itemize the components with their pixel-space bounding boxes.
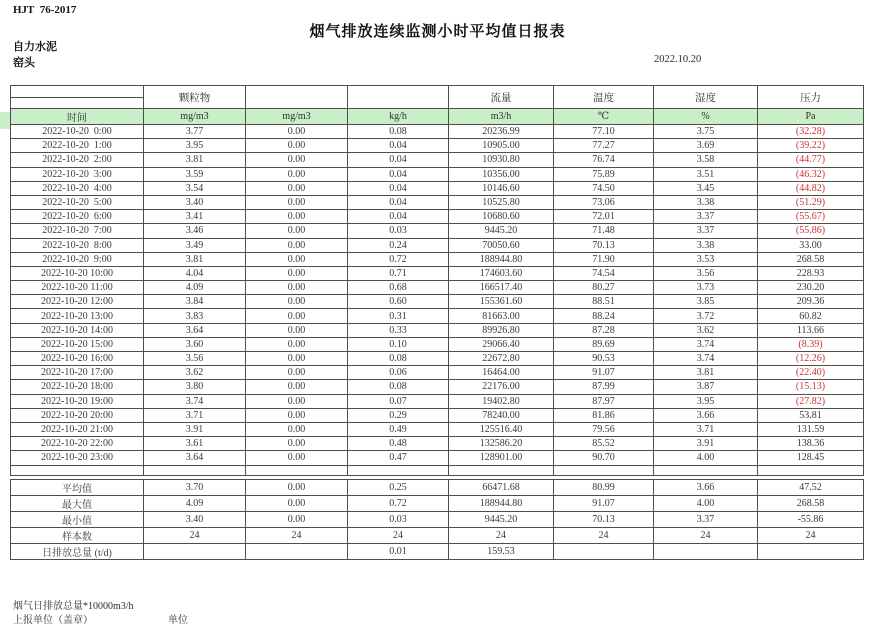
value-cell: 0.72	[348, 495, 449, 511]
value-cell	[144, 543, 246, 559]
value-cell: 0.00	[246, 252, 348, 266]
hour-data-row	[11, 181, 864, 195]
value-cell: (8.39)	[758, 337, 864, 351]
value-cell: 3.66	[654, 408, 758, 422]
value-cell: 78240.00	[449, 408, 554, 422]
value-cell: (55.67)	[758, 210, 864, 224]
value-cell	[554, 543, 654, 559]
value-cell: 3.64	[144, 323, 246, 337]
value-cell: 132586.20	[449, 437, 554, 451]
value-cell: 4.09	[144, 281, 246, 295]
empty-row	[11, 465, 864, 475]
row-label-cell: 日排放总量 (t/d)	[11, 543, 144, 559]
value-cell: 128.45	[758, 451, 864, 465]
unit-header-cell: mg/m3	[246, 109, 348, 125]
unit-header-cell: ℃	[554, 109, 654, 125]
value-cell: 166517.40	[449, 281, 554, 295]
value-cell: (51.29)	[758, 195, 864, 209]
value-cell: 10905.00	[449, 139, 554, 153]
value-cell	[758, 543, 864, 559]
value-cell: 188944.80	[449, 252, 554, 266]
value-cell: 0.00	[246, 495, 348, 511]
value-cell: 3.56	[654, 266, 758, 280]
value-cell: 3.71	[654, 422, 758, 436]
value-cell: 81663.00	[449, 309, 554, 323]
row-label-cell: 2022-10-20 16:00	[11, 352, 144, 366]
value-cell: 0.04	[348, 195, 449, 209]
value-cell: 0.08	[348, 125, 449, 139]
value-cell: 0.08	[348, 352, 449, 366]
hour-data-row	[11, 380, 864, 394]
value-cell: 3.74	[654, 337, 758, 351]
value-cell: 3.62	[654, 323, 758, 337]
row-label-cell: 2022-10-20 18:00	[11, 380, 144, 394]
value-cell: 3.49	[144, 238, 246, 252]
value-cell: (44.77)	[758, 153, 864, 167]
value-cell: 3.40	[144, 511, 246, 527]
row-label-cell: 2022-10-20 5:00	[11, 195, 144, 209]
value-cell: 3.70	[144, 479, 246, 495]
value-cell: 72.01	[554, 210, 654, 224]
row-label-cell: 平均值	[11, 479, 144, 495]
value-cell: 3.69	[654, 139, 758, 153]
value-cell: 0.10	[348, 337, 449, 351]
row-label-cell: 2022-10-20 6:00	[11, 210, 144, 224]
standard-code: HJT 76-2017	[13, 4, 77, 16]
value-cell: 131.59	[758, 422, 864, 436]
row-label-cell: 2022-10-20 7:00	[11, 224, 144, 238]
summary-row	[11, 511, 864, 527]
summary-row	[11, 527, 864, 543]
value-cell: 10146.60	[449, 181, 554, 195]
value-cell: 0.00	[246, 394, 348, 408]
value-cell: 3.37	[654, 511, 758, 527]
time-header-top-cell	[11, 86, 144, 98]
row-label-cell: 最大值	[11, 495, 144, 511]
value-cell: 3.74	[654, 352, 758, 366]
value-cell: 3.71	[144, 408, 246, 422]
company-name: 自力水泥	[13, 41, 57, 53]
value-cell: 0.00	[246, 153, 348, 167]
row-label-cell: 2022-10-20 0:00	[11, 125, 144, 139]
value-cell: 0.72	[348, 252, 449, 266]
value-cell	[554, 465, 654, 475]
value-cell: (46.32)	[758, 167, 864, 181]
value-cell: 0.00	[246, 451, 348, 465]
value-cell: 22176.00	[449, 380, 554, 394]
value-cell: 3.85	[654, 295, 758, 309]
value-cell: 0.06	[348, 366, 449, 380]
value-cell: 74.54	[554, 266, 654, 280]
value-cell: (32.28)	[758, 125, 864, 139]
value-cell: (12.26)	[758, 352, 864, 366]
unit-header-row	[11, 109, 864, 125]
value-cell: 0.00	[246, 408, 348, 422]
particulate-group-header: 颗粒物	[144, 86, 246, 109]
value-cell: 4.00	[654, 451, 758, 465]
reporting-unit-label: 上报单位（盖章）	[13, 615, 93, 626]
row-label-cell: 2022-10-20 14:00	[11, 323, 144, 337]
blank-group-header	[348, 86, 449, 109]
hour-data-row	[11, 309, 864, 323]
value-cell: 90.70	[554, 451, 654, 465]
value-cell: 0.00	[246, 380, 348, 394]
value-cell: 24	[144, 527, 246, 543]
report-date: 2022.10.20	[654, 54, 702, 65]
value-cell	[144, 465, 246, 475]
value-cell: 0.00	[246, 210, 348, 224]
value-cell: 125516.40	[449, 422, 554, 436]
value-cell: 3.54	[144, 181, 246, 195]
value-cell: 76.74	[554, 153, 654, 167]
value-cell: 4.00	[654, 495, 758, 511]
hour-data-row	[11, 224, 864, 238]
row-label-cell: 2022-10-20 2:00	[11, 153, 144, 167]
row-label-cell: 2022-10-20 10:00	[11, 266, 144, 280]
value-cell	[246, 543, 348, 559]
value-cell: 16464.00	[449, 366, 554, 380]
humidity-group-header: 湿度	[654, 86, 758, 109]
value-cell: 24	[348, 527, 449, 543]
value-cell: 0.00	[246, 337, 348, 351]
value-cell: 0.25	[348, 479, 449, 495]
value-cell: 0.00	[246, 195, 348, 209]
value-cell: 10525.80	[449, 195, 554, 209]
value-cell: 53.81	[758, 408, 864, 422]
value-cell: 33.00	[758, 238, 864, 252]
value-cell: 0.03	[348, 511, 449, 527]
value-cell: 0.47	[348, 451, 449, 465]
value-cell: 3.66	[654, 479, 758, 495]
value-cell	[348, 465, 449, 475]
value-cell: 3.74	[144, 394, 246, 408]
value-cell: 0.00	[246, 323, 348, 337]
time-column-header: 时间	[11, 109, 144, 125]
hour-data-row	[11, 437, 864, 451]
hour-data-row	[11, 295, 864, 309]
value-cell: 80.27	[554, 281, 654, 295]
value-cell: 24	[449, 527, 554, 543]
value-cell: 10680.60	[449, 210, 554, 224]
value-cell: 3.38	[654, 238, 758, 252]
value-cell: 3.62	[144, 366, 246, 380]
value-cell: 3.72	[654, 309, 758, 323]
value-cell: 24	[758, 527, 864, 543]
value-cell: 9445.20	[449, 511, 554, 527]
value-cell: 89926.80	[449, 323, 554, 337]
value-cell: 91.07	[554, 495, 654, 511]
summary-row	[11, 543, 864, 559]
monitoring-data-table	[10, 85, 864, 560]
value-cell: 0.33	[348, 323, 449, 337]
flue-gas-total-note: 烟气日排放总量*10000m3/h	[13, 601, 134, 612]
value-cell: 0.00	[246, 125, 348, 139]
value-cell: 3.91	[654, 437, 758, 451]
value-cell: 0.07	[348, 394, 449, 408]
value-cell: (44.82)	[758, 181, 864, 195]
row-label-cell: 2022-10-20 23:00	[11, 451, 144, 465]
value-cell: 3.81	[654, 366, 758, 380]
hour-data-row	[11, 266, 864, 280]
value-cell: 70.13	[554, 511, 654, 527]
value-cell: 3.81	[144, 153, 246, 167]
value-cell: 19402.80	[449, 394, 554, 408]
value-cell: 3.80	[144, 380, 246, 394]
value-cell: 88.24	[554, 309, 654, 323]
unit-label: 单位	[168, 615, 188, 626]
row-label-cell: 2022-10-20 12:00	[11, 295, 144, 309]
time-header-bottom-cell	[11, 98, 144, 109]
value-cell: 91.07	[554, 366, 654, 380]
value-cell: 71.90	[554, 252, 654, 266]
value-cell: 29066.40	[449, 337, 554, 351]
row-label-cell: 2022-10-20 21:00	[11, 422, 144, 436]
value-cell: 60.82	[758, 309, 864, 323]
hour-data-row	[11, 394, 864, 408]
value-cell: 3.56	[144, 352, 246, 366]
value-cell: 4.04	[144, 266, 246, 280]
row-label-cell: 2022-10-20 11:00	[11, 281, 144, 295]
hour-data-row	[11, 352, 864, 366]
row-label-cell: 2022-10-20 20:00	[11, 408, 144, 422]
value-cell: 71.48	[554, 224, 654, 238]
value-cell: 24	[246, 527, 348, 543]
monitoring-point-name: 窑头	[13, 57, 35, 69]
temperature-group-header: 温度	[554, 86, 654, 109]
value-cell: 0.49	[348, 422, 449, 436]
value-cell: 228.93	[758, 266, 864, 280]
blank-group-header	[246, 86, 348, 109]
value-cell: 0.04	[348, 210, 449, 224]
hour-data-row	[11, 408, 864, 422]
value-cell: 3.53	[654, 252, 758, 266]
value-cell: 85.52	[554, 437, 654, 451]
value-cell: 230.20	[758, 281, 864, 295]
value-cell: 0.01	[348, 543, 449, 559]
hour-data-row	[11, 125, 864, 139]
value-cell: 3.41	[144, 210, 246, 224]
value-cell: 268.58	[758, 495, 864, 511]
hour-data-row	[11, 195, 864, 209]
value-cell: 3.38	[654, 195, 758, 209]
value-cell: 75.89	[554, 167, 654, 181]
value-cell: 0.00	[246, 295, 348, 309]
value-cell: 87.28	[554, 323, 654, 337]
hour-data-row	[11, 252, 864, 266]
value-cell: 3.83	[144, 309, 246, 323]
value-cell: 3.73	[654, 281, 758, 295]
value-cell: 3.59	[144, 167, 246, 181]
hour-data-row	[11, 281, 864, 295]
value-cell: 3.40	[144, 195, 246, 209]
row-label-cell: 2022-10-20 17:00	[11, 366, 144, 380]
value-cell	[758, 465, 864, 475]
hour-data-row	[11, 323, 864, 337]
value-cell: 138.36	[758, 437, 864, 451]
value-cell: 0.00	[246, 238, 348, 252]
value-cell: 0.00	[246, 167, 348, 181]
unit-header-cell: mg/m3	[144, 109, 246, 125]
value-cell: 0.04	[348, 167, 449, 181]
value-cell: 3.64	[144, 451, 246, 465]
value-cell: 188944.80	[449, 495, 554, 511]
value-cell: 113.66	[758, 323, 864, 337]
value-cell: 9445.20	[449, 224, 554, 238]
value-cell: 3.46	[144, 224, 246, 238]
value-cell: 268.58	[758, 252, 864, 266]
value-cell: 3.51	[654, 167, 758, 181]
row-label-cell: 样本数	[11, 527, 144, 543]
value-cell: 73.06	[554, 195, 654, 209]
pressure-group-header: 压力	[758, 86, 864, 109]
value-cell: 3.77	[144, 125, 246, 139]
value-cell: 155361.60	[449, 295, 554, 309]
value-cell: 174603.60	[449, 266, 554, 280]
row-label-cell: 2022-10-20 9:00	[11, 252, 144, 266]
value-cell: 0.00	[246, 266, 348, 280]
value-cell: 87.97	[554, 394, 654, 408]
value-cell: 70.13	[554, 238, 654, 252]
row-label-cell: 最小值	[11, 511, 144, 527]
value-cell: 3.87	[654, 380, 758, 394]
value-cell: 0.00	[246, 224, 348, 238]
value-cell: 0.00	[246, 281, 348, 295]
value-cell: 22672.80	[449, 352, 554, 366]
value-cell: 77.10	[554, 125, 654, 139]
value-cell: 90.53	[554, 352, 654, 366]
hour-data-row	[11, 337, 864, 351]
value-cell: 3.58	[654, 153, 758, 167]
value-cell: -55.86	[758, 511, 864, 527]
unit-header-cell: Pa	[758, 109, 864, 125]
value-cell: 0.04	[348, 181, 449, 195]
value-cell: 0.60	[348, 295, 449, 309]
unit-header-cell: %	[654, 109, 758, 125]
value-cell: 74.50	[554, 181, 654, 195]
value-cell: 89.69	[554, 337, 654, 351]
value-cell: 81.86	[554, 408, 654, 422]
summary-row	[11, 479, 864, 495]
group-header-row	[11, 86, 864, 98]
value-cell: 80.99	[554, 479, 654, 495]
value-cell: 3.37	[654, 224, 758, 238]
value-cell: 0.00	[246, 422, 348, 436]
value-cell: 24	[554, 527, 654, 543]
value-cell: (22.40)	[758, 366, 864, 380]
value-cell: 0.48	[348, 437, 449, 451]
value-cell: 3.95	[654, 394, 758, 408]
value-cell: 0.08	[348, 380, 449, 394]
unit-header-cell: m3/h	[449, 109, 554, 125]
value-cell: 20236.99	[449, 125, 554, 139]
value-cell: 0.04	[348, 153, 449, 167]
value-cell	[654, 543, 758, 559]
value-cell: 0.00	[246, 309, 348, 323]
value-cell: 79.56	[554, 422, 654, 436]
value-cell: 77.27	[554, 139, 654, 153]
value-cell: 66471.68	[449, 479, 554, 495]
value-cell: 3.95	[144, 139, 246, 153]
value-cell: 0.31	[348, 309, 449, 323]
value-cell: 3.61	[144, 437, 246, 451]
value-cell: 3.91	[144, 422, 246, 436]
value-cell: 0.68	[348, 281, 449, 295]
value-cell: 209.36	[758, 295, 864, 309]
value-cell: 10930.80	[449, 153, 554, 167]
value-cell: 0.00	[246, 139, 348, 153]
value-cell: 3.84	[144, 295, 246, 309]
value-cell	[246, 465, 348, 475]
value-cell: 0.00	[246, 366, 348, 380]
value-cell: 88.51	[554, 295, 654, 309]
value-cell	[654, 465, 758, 475]
hour-data-row	[11, 422, 864, 436]
value-cell: 0.24	[348, 238, 449, 252]
row-label-cell: 2022-10-20 1:00	[11, 139, 144, 153]
value-cell: 0.00	[246, 352, 348, 366]
value-cell: 24	[654, 527, 758, 543]
value-cell: 0.00	[246, 437, 348, 451]
value-cell: 0.04	[348, 139, 449, 153]
report-title: 烟气排放连续监测小时平均值日报表	[309, 24, 566, 40]
value-cell: 0.00	[246, 181, 348, 195]
hour-data-row	[11, 167, 864, 181]
value-cell: (27.82)	[758, 394, 864, 408]
hour-data-row	[11, 238, 864, 252]
value-cell: 47.52	[758, 479, 864, 495]
row-label-cell: 2022-10-20 8:00	[11, 238, 144, 252]
unit-header-cell: kg/h	[348, 109, 449, 125]
hour-data-row	[11, 153, 864, 167]
value-cell: (55.86)	[758, 224, 864, 238]
value-cell: 128901.00	[449, 451, 554, 465]
value-cell: 0.00	[246, 511, 348, 527]
row-label-cell: 2022-10-20 22:00	[11, 437, 144, 451]
value-cell: 3.45	[654, 181, 758, 195]
flow-group-header: 流量	[449, 86, 554, 109]
row-label-cell: 2022-10-20 19:00	[11, 394, 144, 408]
row-label-cell: 2022-10-20 4:00	[11, 181, 144, 195]
hour-data-row	[11, 139, 864, 153]
value-cell: 0.29	[348, 408, 449, 422]
hour-data-row	[11, 210, 864, 224]
value-cell: 4.09	[144, 495, 246, 511]
row-label-cell	[11, 465, 144, 475]
hour-data-row	[11, 451, 864, 465]
value-cell	[449, 465, 554, 475]
value-cell: 159.53	[449, 543, 554, 559]
summary-row	[11, 495, 864, 511]
value-cell: (39.22)	[758, 139, 864, 153]
value-cell: 10356.00	[449, 167, 554, 181]
hour-data-row	[11, 366, 864, 380]
row-label-cell: 2022-10-20 13:00	[11, 309, 144, 323]
value-cell: 70050.60	[449, 238, 554, 252]
value-cell: 0.71	[348, 266, 449, 280]
value-cell: 3.37	[654, 210, 758, 224]
row-label-cell: 2022-10-20 15:00	[11, 337, 144, 351]
value-cell: 0.03	[348, 224, 449, 238]
value-cell: 3.75	[654, 125, 758, 139]
value-cell: 87.99	[554, 380, 654, 394]
value-cell: (15.13)	[758, 380, 864, 394]
value-cell: 3.60	[144, 337, 246, 351]
value-cell: 0.00	[246, 479, 348, 495]
value-cell: 3.81	[144, 252, 246, 266]
row-label-cell: 2022-10-20 3:00	[11, 167, 144, 181]
